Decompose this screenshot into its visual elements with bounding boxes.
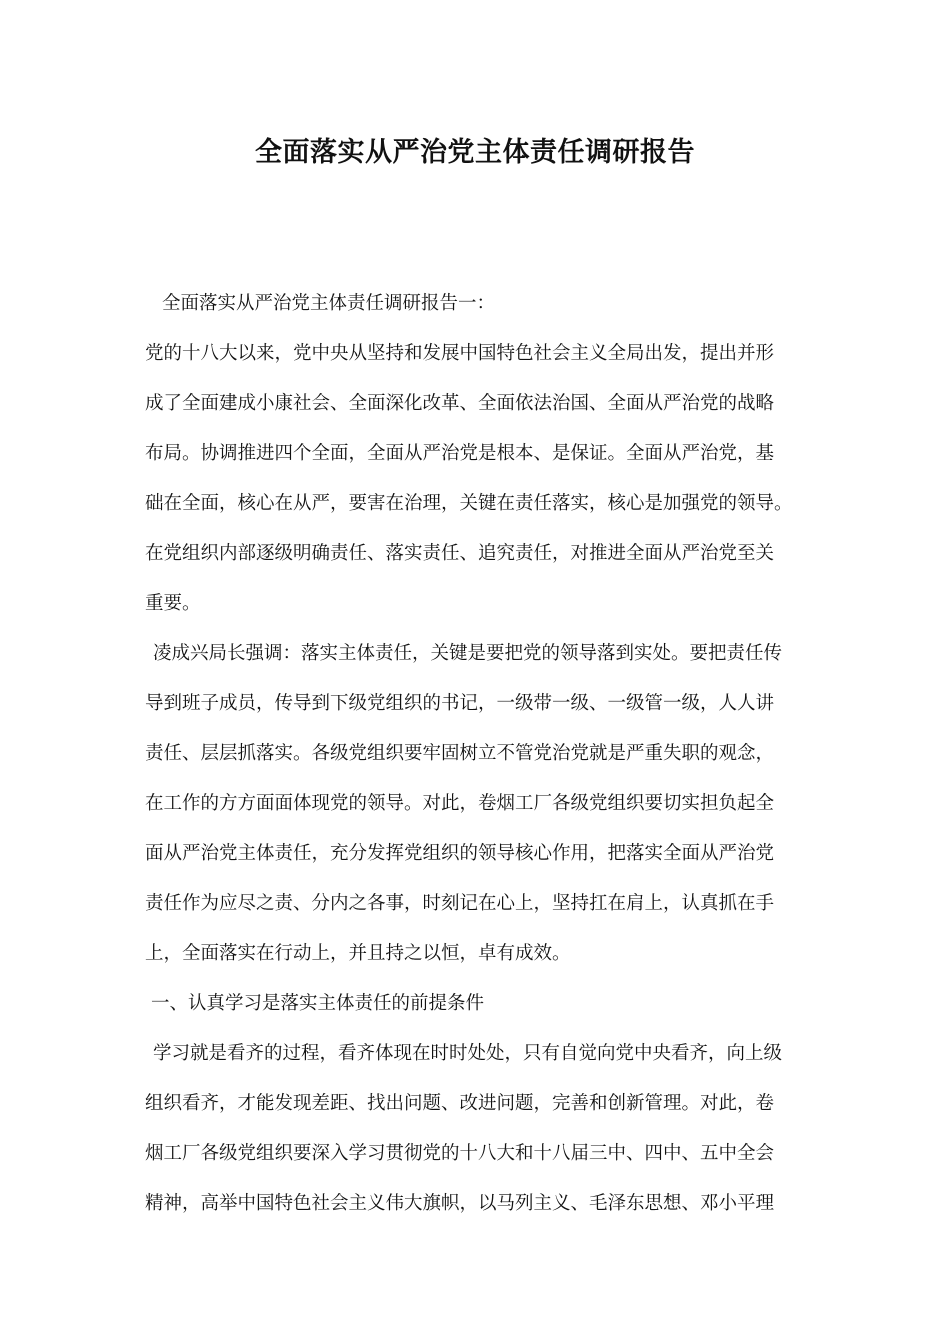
text-line: 在党组织内部逐级明确责任、落实责任、追究责任，对推进全面从严治党至关 bbox=[145, 543, 775, 564]
document-body bbox=[145, 286, 835, 1236]
text-line: 精神，高举中国特色社会主义伟大旗帜，以马列主义、毛泽东思想、邓小平理 bbox=[145, 1193, 775, 1214]
text-line: 学习就是看齐的过程，看齐体现在时时处处，只有自觉向党中央看齐，向上级 bbox=[153, 1043, 783, 1064]
text-line: 重要。 bbox=[145, 593, 201, 614]
text-line: 责任作为应尽之责、分内之各事，时刻记在心上，坚持扛在肩上，认真抓在手 bbox=[145, 893, 775, 914]
document-title: 全面落实从严治党主体责任调研报告 bbox=[255, 137, 695, 168]
text-line: 布局。协调推进四个全面，全面从严治党是根本、是保证。全面从严治党，基 bbox=[145, 443, 775, 464]
text-line: 责任、层层抓落实。各级党组织要牢固树立不管党治党就是严重失职的观念， bbox=[145, 743, 775, 764]
text-line: 烟工厂各级党组织要深入学习贯彻党的十八大和十八届三中、四中、五中全会 bbox=[145, 1143, 775, 1164]
text-line: 党的十八大以来，党中央从坚持和发展中国特色社会主义全局出发，提出并形 bbox=[145, 343, 775, 364]
subtitle-line: 全面落实从严治党主体责任调研报告一： bbox=[162, 293, 496, 314]
text-line: 在工作的方方面面体现党的领导。对此，卷烟工厂各级党组织要切实担负起全 bbox=[145, 793, 775, 814]
text-line: 成了全面建成小康社会、全面深化改革、全面依法治国、全面从严治党的战略 bbox=[145, 393, 775, 414]
text-line: 面从严治党主体责任，充分发挥党组织的领导核心作用，把落实全面从严治党 bbox=[145, 843, 775, 864]
text-line: 组织看齐，才能发现差距、找出问题、改进问题，完善和创新管理。对此，卷 bbox=[145, 1093, 775, 1114]
text-line: 导到班子成员，传导到下级党组织的书记，一级带一级、一级管一级，人人讲 bbox=[145, 693, 775, 714]
text-line: 凌成兴局长强调：落实主体责任，关键是要把党的领导落到实处。要把责任传 bbox=[153, 643, 783, 664]
text-line: 础在全面，核心在从严，要害在治理，关键在责任落实，核心是加强党的领导。 bbox=[145, 493, 793, 514]
text-line: 上，全面落实在行动上，并且持之以恒，卓有成效。 bbox=[145, 943, 571, 964]
section-heading: 一、认真学习是落实主体责任的前提条件 bbox=[151, 993, 485, 1014]
